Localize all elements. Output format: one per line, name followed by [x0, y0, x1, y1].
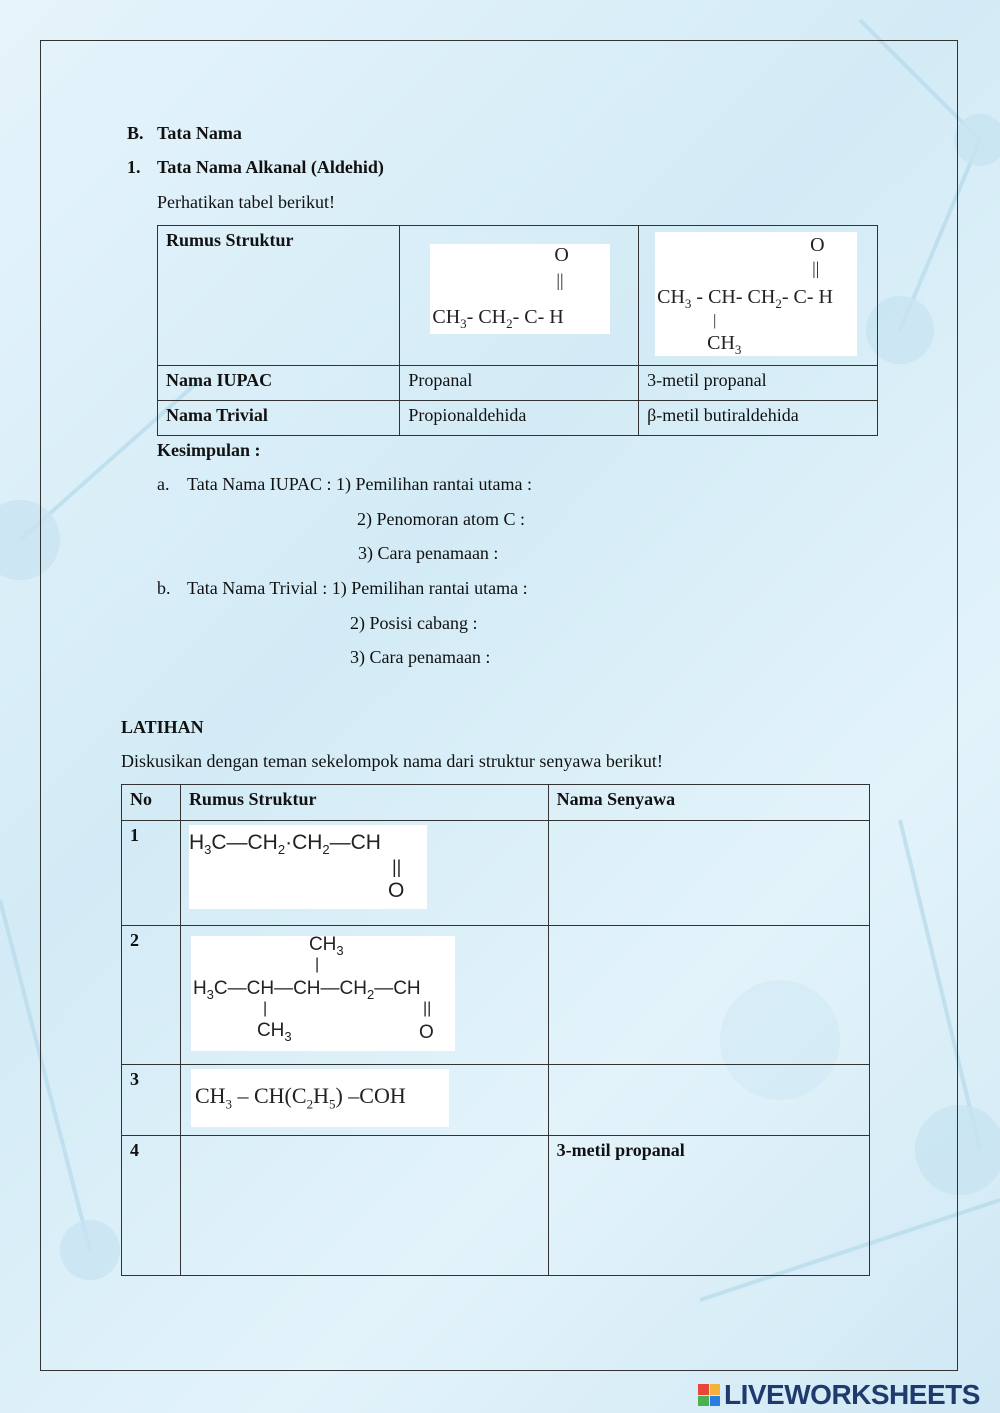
compound-name: 3-metil propanal: [548, 1136, 869, 1276]
subsection-title: Tata Nama Alkanal (Aldehid): [157, 157, 384, 177]
table-cell: Rumus Struktur: [158, 226, 400, 366]
conclusion-a-text: Tata Nama IUPAC : 1) Pemilihan rantai utama :: [187, 474, 532, 494]
section-letter: B.: [127, 123, 144, 143]
section-title: Tata Nama: [157, 123, 242, 143]
answer-cell[interactable]: [548, 821, 869, 926]
table-cell: Nama Trivial: [158, 401, 400, 436]
double-bond: ||: [422, 1000, 432, 1017]
structure-answer-cell[interactable]: [180, 1136, 548, 1276]
liveworksheets-brand: [698, 1380, 980, 1410]
conclusion-b-item-3: 3) Cara penamaan :: [350, 647, 491, 667]
table-row: [122, 1136, 870, 1276]
logo-square: [710, 1384, 721, 1395]
chain-formula: $CH_3 - CH-$ $CH_2-$ C- H: [657, 286, 833, 311]
chain-formula: $H_3C—CH_2\cdot CH_2—CH$: [188, 831, 381, 858]
bottom-branch-bond: |: [262, 1000, 268, 1017]
condensed-formula: $CH_3 - CH(C_2H_5)$ –COH: [194, 1083, 406, 1112]
logo-square: [710, 1396, 721, 1407]
oxygen-atom: O: [810, 234, 825, 256]
top-branch: $CH_3$: [308, 934, 344, 958]
row-no: 3: [122, 1065, 181, 1136]
branch-bond: |: [713, 312, 717, 329]
bottom-branch: $CH_3$: [256, 1020, 292, 1044]
structure-cell: [180, 1065, 548, 1136]
conclusion-a-item-3: 3) Cara penamaan :: [358, 543, 499, 563]
oxygen-atom: O: [554, 244, 569, 266]
table-row: [122, 1065, 870, 1136]
row-no: 4: [122, 1136, 181, 1276]
exercise-table: [121, 784, 870, 1276]
table-row: [158, 226, 878, 366]
header-name: Nama Senyawa: [548, 785, 869, 821]
logo-square: [698, 1384, 709, 1395]
structure-cell-propanal: [400, 226, 639, 366]
table-cell: Propanal: [400, 366, 639, 401]
chain-formula: $CH_3-$ $CH_2-$ C- H: [432, 306, 564, 331]
conclusion-b-label: b.: [157, 578, 171, 598]
table-cell: Nama IUPAC: [158, 366, 400, 401]
liveworksheets-logo-icon: [698, 1384, 720, 1406]
brand-text: LIVEWORKSHEETS: [724, 1379, 980, 1410]
structure-butanal: [189, 825, 427, 909]
row-no: 2: [122, 926, 181, 1065]
branch-group: $CH_3$: [707, 332, 742, 357]
structure-condensed: [191, 1069, 449, 1127]
table-row: [158, 401, 878, 436]
structure-cell: [180, 926, 548, 1065]
logo-square: [698, 1396, 709, 1407]
structure-dimethylpentanal: [191, 936, 455, 1051]
instruction-text: Perhatikan tabel berikut!: [157, 192, 335, 212]
double-bond: ||: [556, 270, 564, 290]
table-row: [122, 926, 870, 1065]
structure-3-metil-propanal: [655, 232, 857, 356]
oxygen-atom: O: [418, 1022, 434, 1043]
conclusion-b-item-2: 2) Posisi cabang :: [350, 613, 478, 633]
answer-cell[interactable]: [548, 926, 869, 1065]
table-cell: Propionaldehida: [400, 401, 639, 436]
header-no: No: [122, 785, 181, 821]
exercise-instruction: Diskusikan dengan teman sekelompok nama dari struktur senyawa berikut!: [121, 751, 663, 771]
chain-formula: $H_3C—CH—CH—CH_2—CH$: [192, 978, 421, 1002]
structure-propanal: [430, 244, 610, 334]
subsection-number: 1.: [127, 157, 141, 177]
table-header-row: [122, 785, 870, 821]
table-row: [158, 366, 878, 401]
exercise-title: LATIHAN: [121, 717, 204, 737]
table-cell: β-metil butiraldehida: [639, 401, 878, 436]
double-bond: ||: [812, 258, 820, 278]
conclusion-b-text: Tata Nama Trivial : 1) Pemilihan rantai utama :: [187, 578, 528, 598]
answer-cell[interactable]: [548, 1065, 869, 1136]
conclusion-a-item-2: 2) Penomoran atom C :: [357, 509, 525, 529]
nomenclature-table: [157, 225, 878, 436]
double-bond: ||: [391, 857, 402, 877]
conclusion-a-label: a.: [157, 474, 170, 494]
header-struct: Rumus Struktur: [180, 785, 548, 821]
oxygen-atom: O: [387, 879, 405, 902]
top-branch-bond: |: [314, 956, 320, 973]
row-no: 1: [122, 821, 181, 926]
conclusion-title: Kesimpulan :: [157, 440, 261, 460]
table-row: [122, 821, 870, 926]
table-cell: 3-metil propanal: [639, 366, 878, 401]
structure-cell: [180, 821, 548, 926]
structure-cell-3-metil-propanal: [639, 226, 878, 366]
